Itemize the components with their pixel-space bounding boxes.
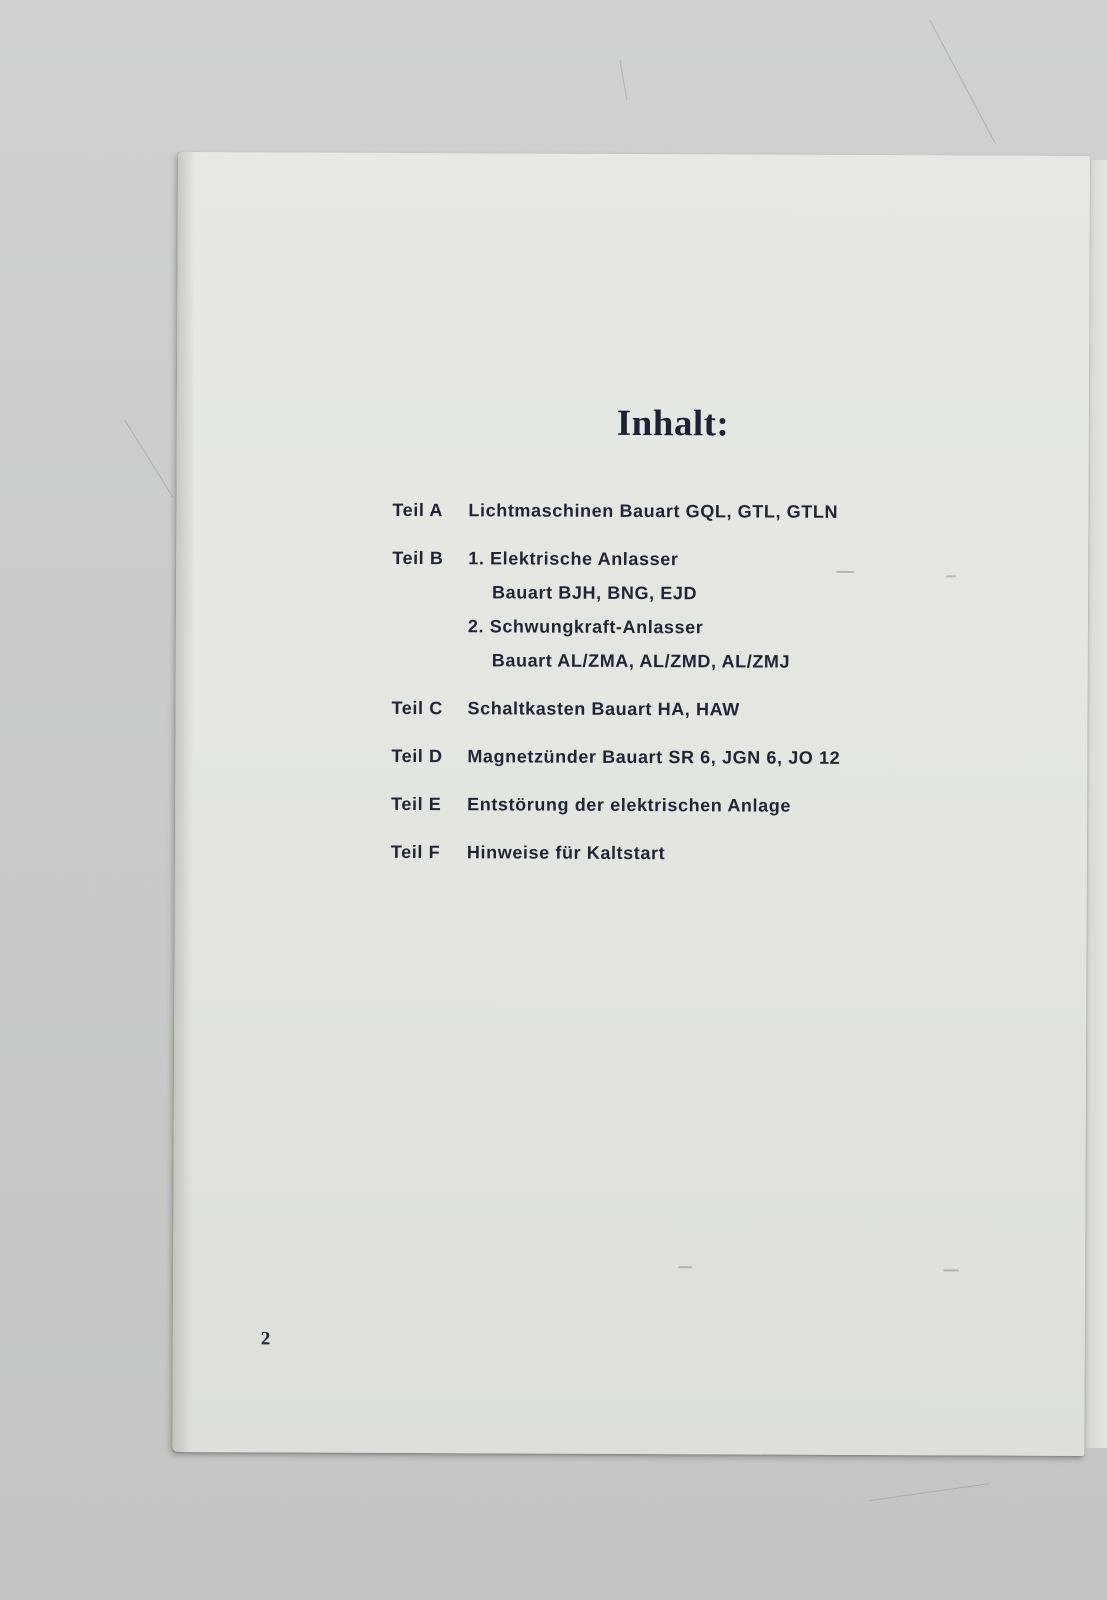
print-speck	[678, 1266, 692, 1268]
print-speck	[946, 575, 956, 577]
toc-line: Magnetzünder Bauart SR 6, JGN 6, JO 12	[467, 746, 841, 768]
toc-part-label: Teil C	[391, 697, 443, 719]
surface-scratch	[620, 60, 628, 100]
toc-entry-text	[467, 793, 911, 817]
toc-entry-teil-b	[392, 547, 913, 673]
toc-entry-teil-e	[391, 793, 911, 817]
toc-subitem-continuation: Bauart BJH, BNG, EJD	[492, 582, 698, 604]
toc-subitem-continuation: Bauart AL/ZMA, AL/ZMD, AL/ZMJ	[491, 650, 791, 672]
toc-entry-text	[468, 697, 912, 721]
toc-subitem	[468, 615, 912, 673]
toc-line: Entstörung der elektrischen Anlage	[467, 794, 792, 816]
toc-line: Lichtmaschinen Bauart GQL, GTL, GTLN	[468, 500, 839, 522]
toc-title: Inhalt:	[616, 402, 730, 445]
toc-entry-teil-f	[391, 841, 911, 865]
toc-entry-teil-a	[392, 499, 912, 523]
toc-entry-teil-c	[392, 697, 912, 721]
toc-part-label: Teil F	[390, 841, 441, 863]
booklet-page	[172, 152, 1090, 1456]
print-speck	[836, 571, 854, 573]
page-number: 2	[260, 1328, 271, 1350]
surface-scratch	[930, 20, 997, 144]
toc-entry-text	[468, 499, 912, 523]
toc-line: Hinweise für Kaltstart	[466, 842, 666, 864]
toc-entry-text	[467, 745, 911, 769]
toc-entry-teil-d	[391, 745, 911, 769]
toc-entry-text	[468, 547, 913, 673]
toc-entry-text	[467, 841, 911, 865]
toc-subitem	[468, 547, 912, 605]
toc-subitem-heading: 2. Schwungkraft-Anlasser	[467, 616, 704, 638]
toc-part-label: Teil D	[391, 745, 443, 767]
toc-subitem-heading: 1. Elektrische Anlasser	[468, 548, 679, 570]
table-of-contents	[391, 499, 913, 891]
surface-scratch	[125, 420, 174, 497]
print-speck	[943, 1269, 959, 1271]
toc-line: Schaltkasten Bauart HA, HAW	[467, 698, 740, 720]
surface-scratch	[870, 1483, 989, 1501]
toc-part-label: Teil E	[391, 793, 442, 815]
toc-part-label: Teil A	[392, 499, 444, 521]
toc-part-label: Teil B	[392, 547, 444, 569]
